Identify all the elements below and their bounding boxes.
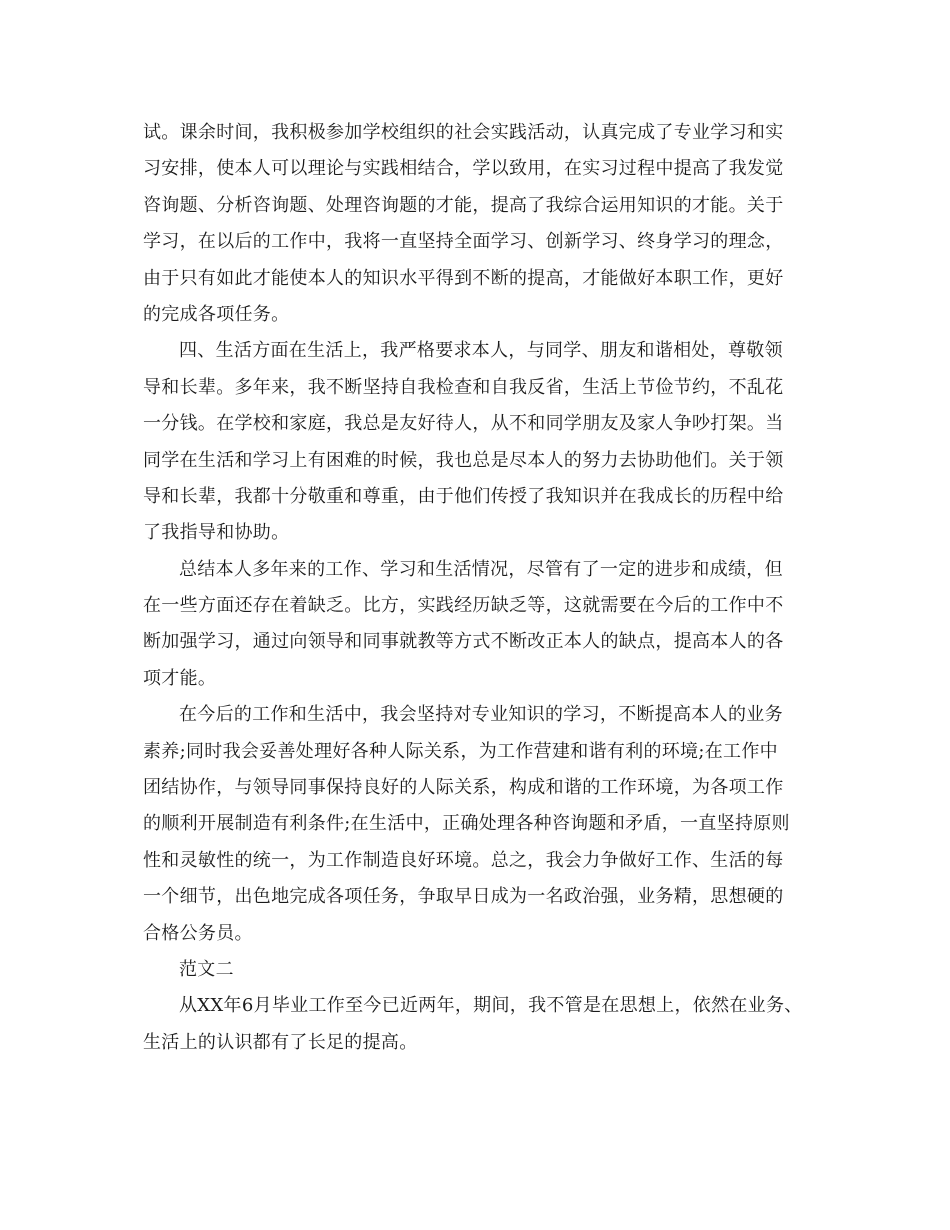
text-line: 合格公务员。	[143, 922, 253, 944]
text-line: 一分钱。在学校和家庭，我总是友好待人，从不和同学朋友及家人争吵打架。当	[143, 413, 784, 435]
text-line: 从XX年6月毕业工作至今已近两年，期间，我不管是在思想上，依然在业务、	[179, 995, 803, 1017]
text-line: 由于只有如此才能使本人的知识水平得到不断的提高，才能做好本职工作，更好	[143, 267, 784, 289]
text-line: 同学在生活和学习上有困难的时候，我也总是尽本人的努力去协助他们。关于领	[143, 449, 784, 471]
text-line: 性和灵敏性的统一，为工作制造良好环境。总之，我会力争做好工作、生活的每	[143, 849, 784, 871]
text-line: 导和长辈。多年来，我不断坚持自我检查和自我反省，生活上节俭节约，不乱花	[143, 376, 784, 398]
text-line: 项才能。	[143, 667, 217, 689]
text-line: 习安排，使本人可以理论与实践相结合，学以致用，在实习过程中提高了我发觉	[143, 158, 784, 180]
text-line: 了我指导和协助。	[143, 522, 290, 544]
text-line: 总结本人多年来的工作、学习和生活情况，尽管有了一定的进步和成绩，但	[179, 558, 783, 580]
text-line: 试。课余时间，我积极参加学校组织的社会实践活动，认真完成了专业学习和实	[143, 122, 784, 143]
text-line: 团结协作，与领导同事保持良好的人际关系，构成和谐的工作环境，为各项工作	[143, 777, 784, 799]
text-line: 在一些方面还存在着缺乏。比方，实践经历缺乏等，这就需要在今后的工作中不	[143, 595, 784, 617]
text-line: 生活上的认识都有了长足的提高。	[143, 1031, 418, 1053]
text-line: 素养;同时我会妥善处理好各种人际关系，为工作营建和谐有利的环境;在工作中	[143, 740, 778, 762]
text-line: 一个细节，出色地完成各项任务，争取早日成为一名政治强，业务精，思想硬的	[143, 886, 784, 908]
text-line: 四、生活方面在生活上，我严格要求本人，与同学、朋友和谐相处，尊敬领	[179, 340, 783, 362]
text-line: 断加强学习，通过向领导和同事就教等方式不断改正本人的缺点，提高本人的各	[143, 631, 784, 653]
text-line: 的顺利开展制造有利条件;在生活中，正确处理各种咨询题和矛盾，一直坚持原则	[143, 813, 790, 835]
text-line: 学习，在以后的工作中，我将一直坚持全面学习、创新学习、终身学习的理念，	[143, 231, 784, 253]
text-line: 的完成各项任务。	[143, 303, 290, 325]
document-body	[143, 115, 803, 1061]
text-line: 咨询题、分析咨询题、处理咨询题的才能，提高了我综合运用知识的才能。关于	[143, 194, 784, 216]
text-line: 范文二	[179, 958, 234, 980]
text-line: 在今后的工作和生活中，我会坚持对专业知识的学习，不断提高本人的业务	[179, 704, 783, 726]
text-line: 导和长辈，我都十分敬重和尊重，由于他们传授了我知识并在我成长的历程中给	[143, 485, 784, 507]
